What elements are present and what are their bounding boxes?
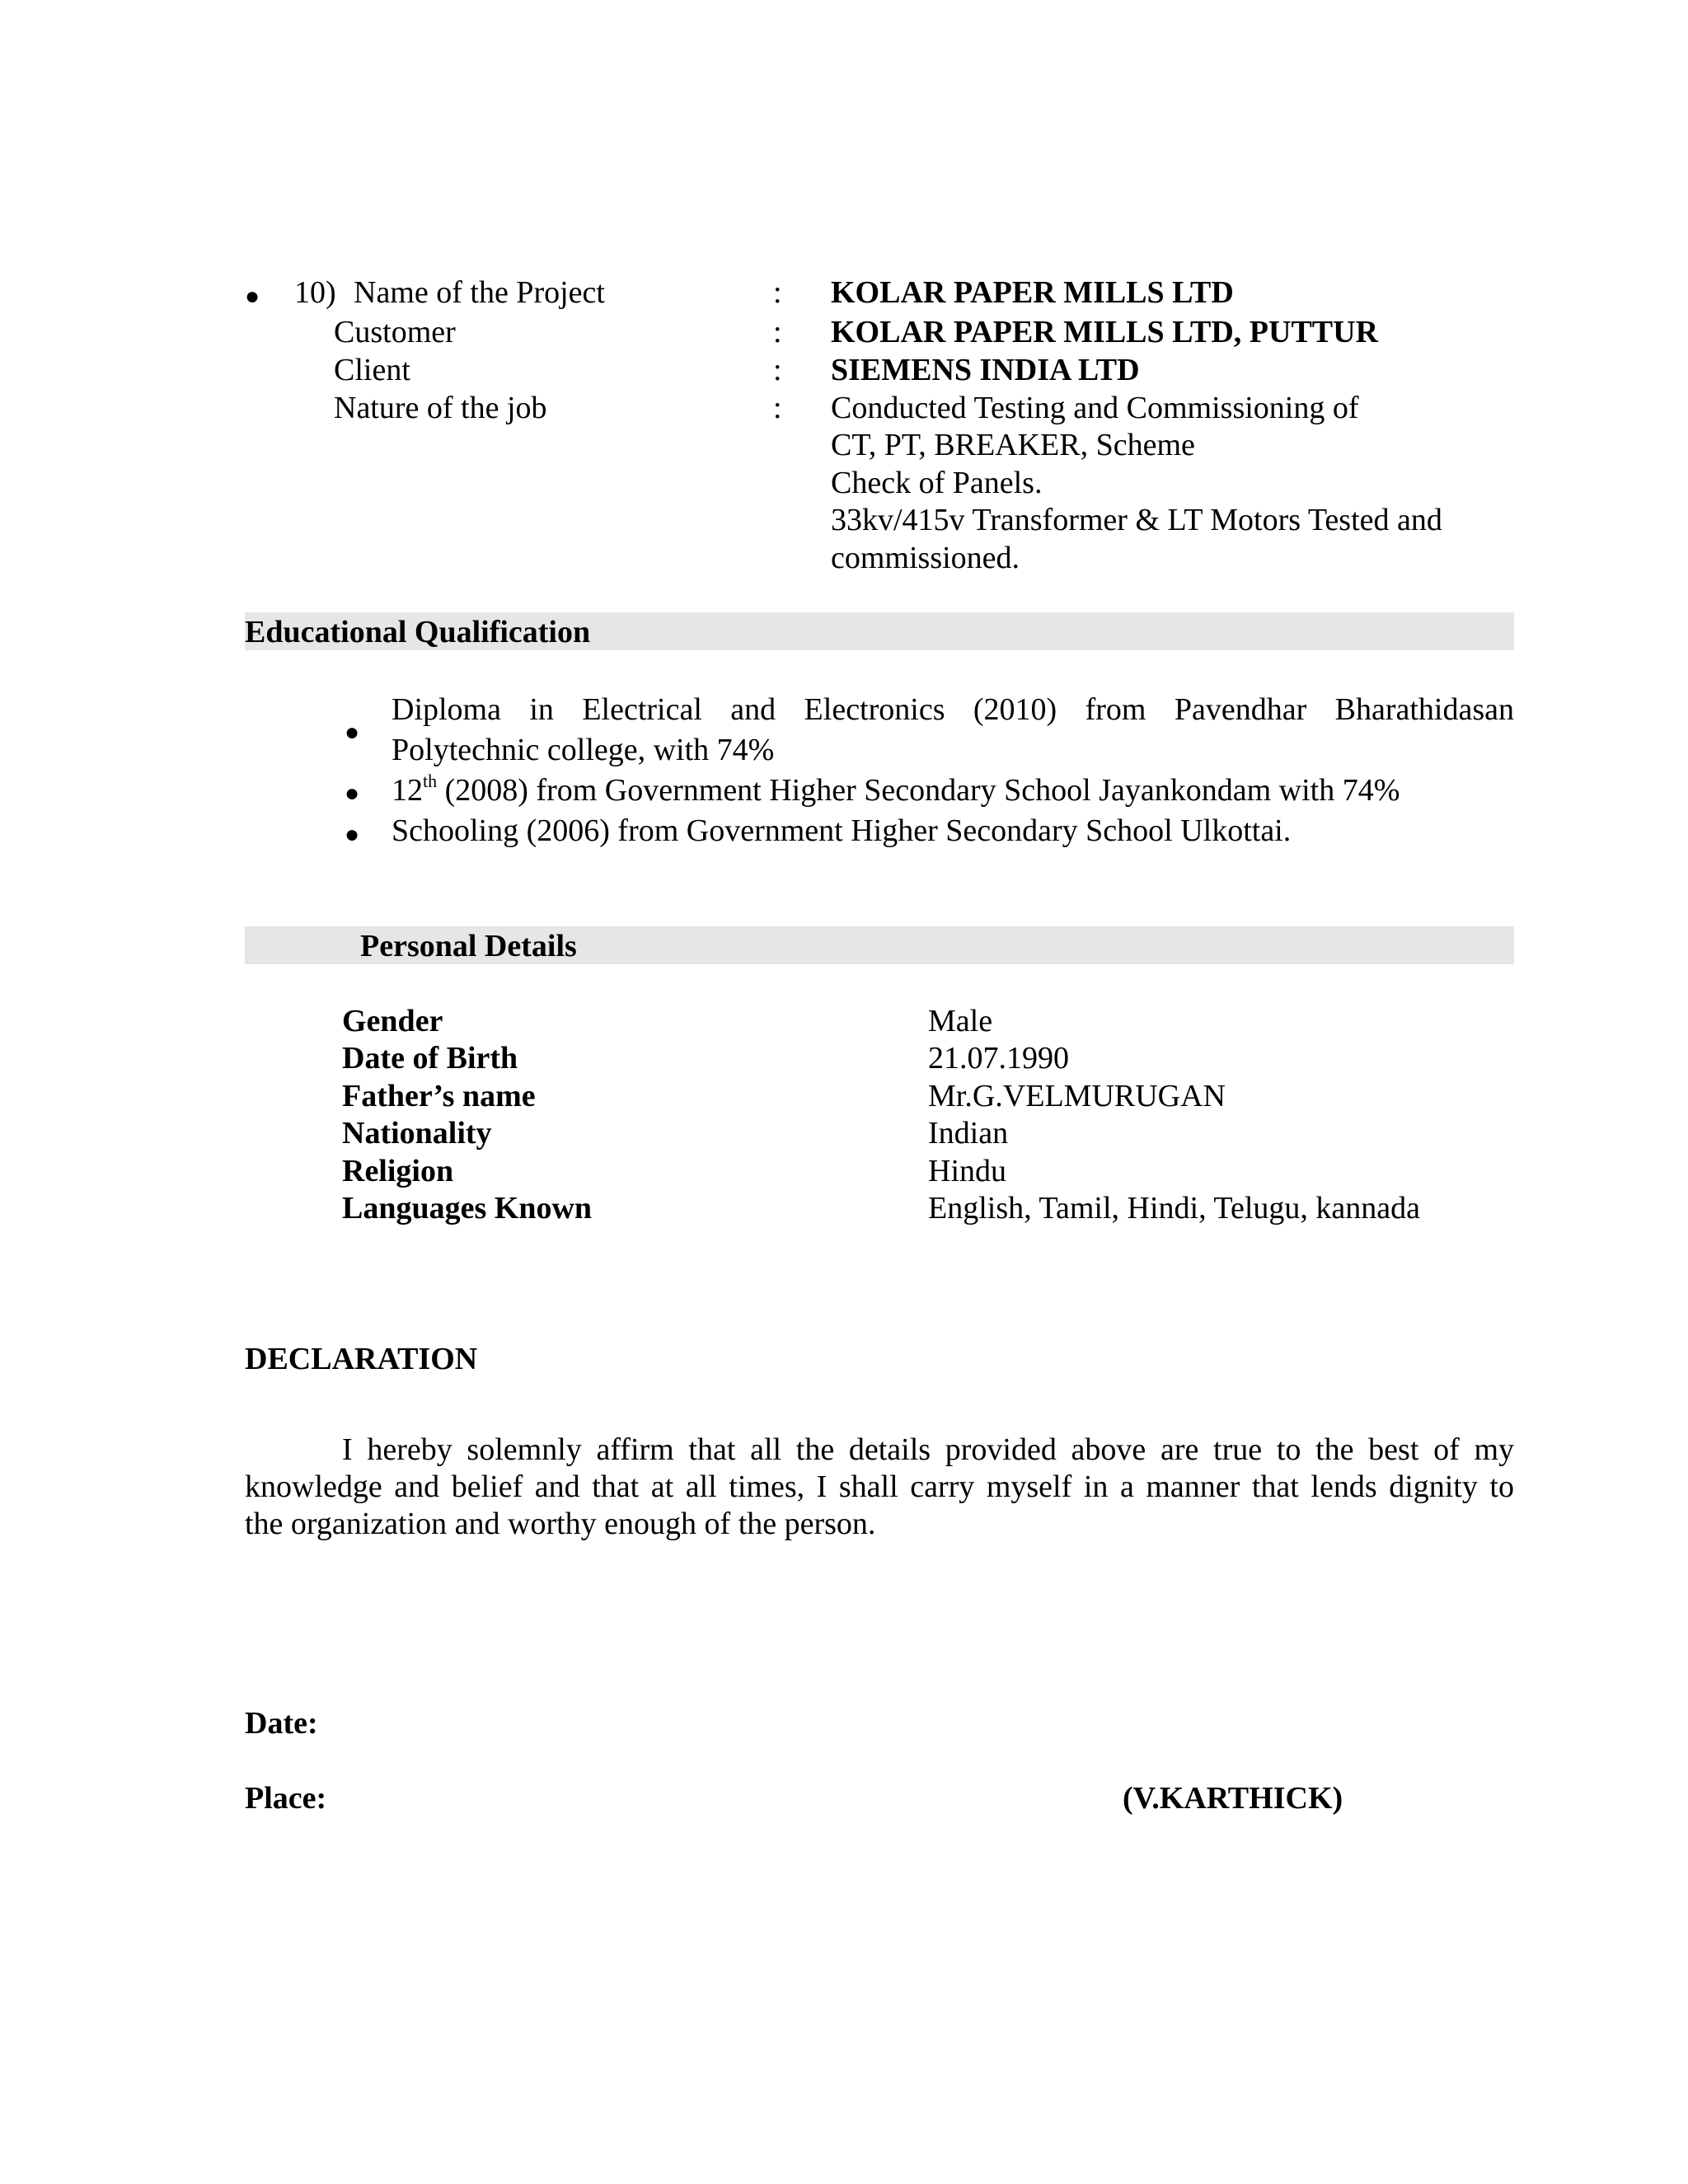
client-value: SIEMENS INDIA LTD [831,353,1140,387]
job-nature-line: CT, PT, BREAKER, Scheme [831,428,1195,462]
job-nature-label: Nature of the job [334,391,547,425]
dob-label: Date of Birth [342,1041,518,1076]
separator: : [773,391,782,425]
separator: : [773,315,782,349]
job-nature-line: 33kv/415v Transformer & LT Motors Tested and [831,503,1442,537]
date-label: Date: [245,1706,318,1741]
bullet-icon: ● [245,283,260,310]
job-nature-line: commissioned. [831,541,1020,575]
religion-label: Religion [342,1154,454,1188]
project-number: 10) [294,275,336,310]
declaration-line: I hereby solemnly affirm that all the details provided above are true to the best of my [342,1432,1514,1467]
dob-value: 21.07.1990 [928,1041,1069,1076]
client-label: Client [334,353,410,387]
declaration-line: knowledge and belief and that at all times, I shall carry myself in a manner that lends dignity to [245,1469,1514,1504]
project-name-label: Name of the Project [354,275,605,310]
education-heading-band [245,612,1514,650]
bullet-icon: ● [345,780,360,807]
customer-value: KOLAR PAPER MILLS LTD, PUTTUR [831,315,1379,349]
nationality-label: Nationality [342,1116,492,1151]
gender-value: Male [928,1004,993,1038]
customer-label: Customer [334,315,456,349]
bullet-icon: ● [345,821,360,848]
education-item-line: Diploma in Electrical and Electronics (2010) from Pavendhar Bharathidasan [392,692,1514,727]
languages-label: Languages Known [342,1191,593,1226]
education-item-line: Polytechnic college, with 74% [392,733,775,767]
signature-name: (V.KARTHICK) [1123,1781,1343,1816]
education-item: 12th (2008) from Government Higher Secondary School Jayankondam with 74% [392,771,1400,808]
personal-heading-band [245,926,1514,964]
languages-value: English, Tamil, Hindi, Telugu, kannada [928,1191,1420,1226]
father-name-value: Mr.G.VELMURUGAN [928,1079,1226,1113]
job-nature-line: Conducted Testing and Commissioning of [831,391,1359,425]
project-name-value: KOLAR PAPER MILLS LTD [831,275,1234,310]
declaration-line: the organization and worthy enough of the person. [245,1507,876,1541]
separator: : [773,275,782,310]
religion-value: Hindu [928,1154,1006,1188]
place-label: Place: [245,1781,327,1816]
declaration-heading: DECLARATION [245,1342,478,1376]
gender-label: Gender [342,1004,443,1038]
education-item: Schooling (2006) from Government Higher Secondary School Ulkottai. [392,813,1292,848]
bullet-icon: ● [345,719,360,746]
father-name-label: Father’s name [342,1079,536,1113]
job-nature-line: Check of Panels. [831,466,1043,500]
education-heading: Educational Qualification [245,615,591,649]
personal-heading: Personal Details [360,929,577,963]
nationality-value: Indian [928,1116,1009,1151]
separator: : [773,353,782,387]
